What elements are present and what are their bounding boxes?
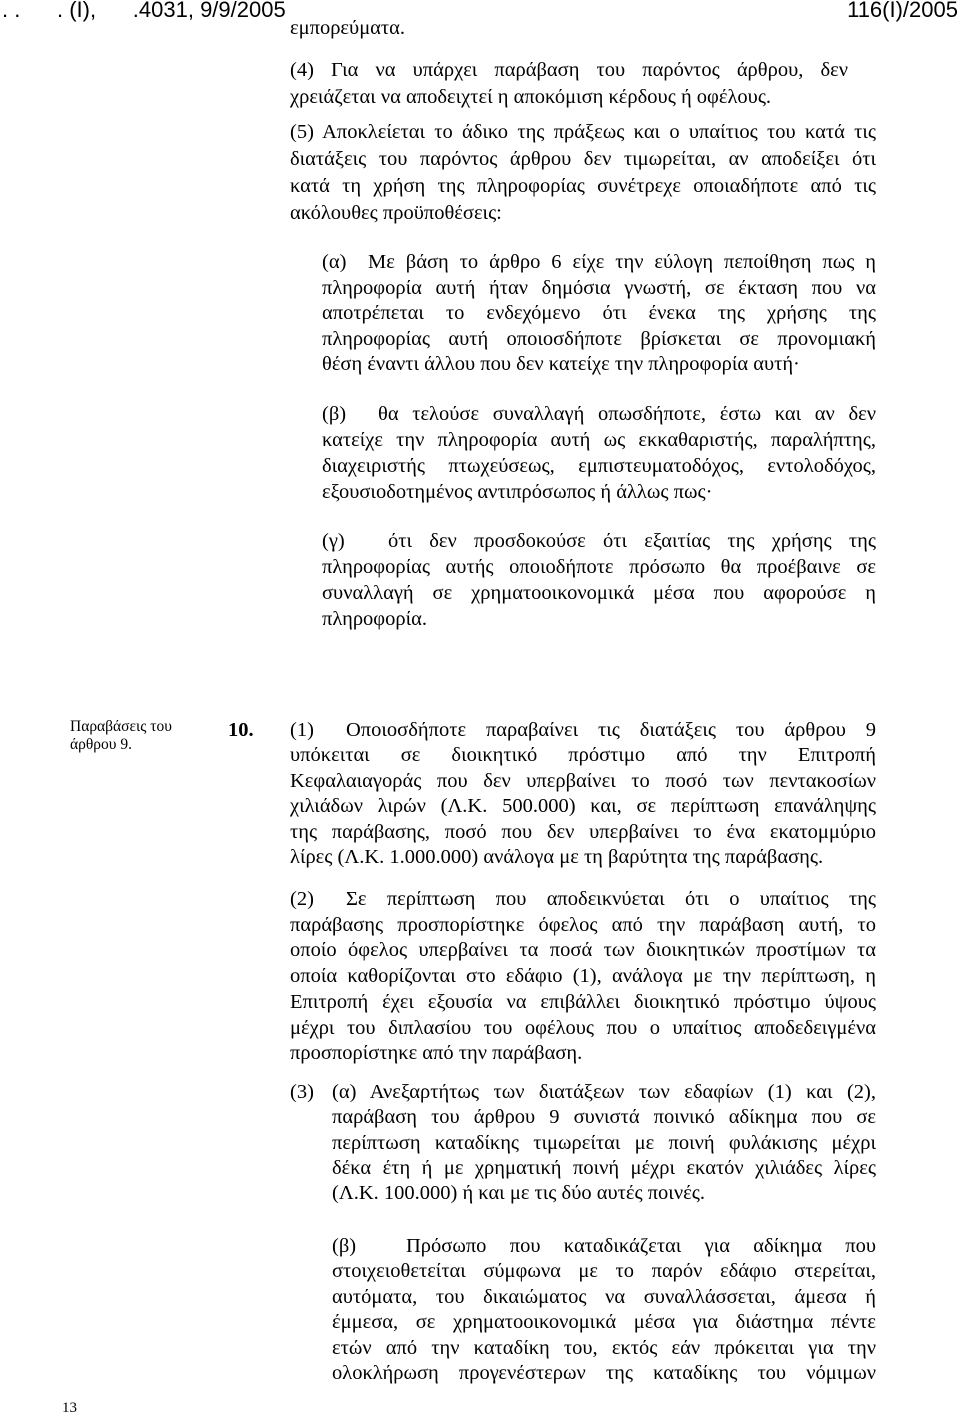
article-10-paragraph-3-b	[332, 1234, 876, 1386]
paragraph-label: (4)	[290, 59, 314, 81]
carryover-fragment	[290, 15, 876, 41]
text-segment: Οποιοσδήποτε παραβαίνει τις διατάξεις του άρθρου 9	[346, 719, 876, 741]
paragraph-label: (1)	[290, 719, 314, 741]
text-line: χιλιάδων λιρών (Λ.Κ. 500.000) και, σε περίπτωση επανάληψης	[290, 795, 876, 818]
text-line	[322, 250, 876, 276]
condition-c	[322, 528, 876, 632]
text-segment: Πρόσωπο που καταδικάζεται για αδίκημα που	[406, 1235, 876, 1257]
margin-note-line: Παραβάσεις του	[70, 718, 172, 735]
condition-label: (β)	[322, 403, 347, 425]
condition-b	[322, 401, 876, 505]
text-segment: Σε περίπτωση που αποδεικνύεται ότι ο υπαίτιος της	[346, 888, 876, 910]
subparagraph-label: (β)	[332, 1235, 357, 1257]
text-segment: Αποκλείεται το άδικο της πράξεως και ο υπαίτιος του κατά τις	[322, 121, 876, 143]
text-line: εξουσιοδοτημένος αντιπρόσωπος ή άλλως πως·	[322, 481, 713, 503]
text-line: πληροφορία αυτή ήταν δημόσια γνωστή, σε έκταση που να	[322, 276, 876, 299]
text-line: δέκα έτη ή με χρηματική ποινή μέχρι εκατόν χιλιάδες λίρες	[332, 1156, 876, 1179]
page-number: 13	[62, 1400, 77, 1416]
text-line: λίρες (Λ.Κ. 1.000.000) ανάλογα με τη βαρύτητα της παράβασης.	[290, 846, 824, 869]
text-line: αυτόματα, του δικαιώματος να συναλλάσσεται, άμεσα ή	[332, 1285, 876, 1308]
paragraph-label: (3)	[290, 1081, 314, 1103]
text-line: παράβαση του άρθρου 9 συνιστά ποινικό αδίκημα που σε	[332, 1106, 876, 1129]
text-line	[290, 1080, 876, 1105]
text-line	[322, 401, 876, 427]
text-line: πληροφορίας αυτή οποιοσδήποτε βρίσκεται σε προνομιακή	[322, 327, 876, 350]
subparagraph-label: (α)	[332, 1081, 357, 1103]
text-line	[332, 1234, 876, 1259]
text-line: πληροφορίας αυτής οποιοδήποτε πρόσωπο θα προέβαινε σε	[322, 556, 876, 578]
condition-label: (γ)	[322, 530, 345, 552]
text-line: οποίο όφελος υπερβαίνει τα ποσά των διοικητικών προστίμων τα	[290, 939, 876, 962]
text-line	[290, 57, 848, 84]
text-line: εμπορεύματα.	[290, 17, 406, 39]
paragraph-4	[290, 57, 848, 111]
text-segment: ότι δεν προσδοκούσε ότι εξαιτίας της χρήσης της	[388, 530, 876, 552]
text-line: συναλλαγή σε χρηματοοικονομικά μέσα που αφορούσε η	[322, 582, 876, 604]
condition-label: (α)	[322, 251, 347, 273]
paragraph-5	[290, 119, 876, 227]
margin-note	[70, 718, 220, 754]
text-line: ολοκλήρωση προγενέστερων της καταδίκης του νόμιμων	[332, 1362, 876, 1385]
margin-note-line: άρθρου 9.	[70, 736, 132, 753]
text-line: Επιτροπή έχει εξουσία να επιβάλλει διοικητικό πρόστιμο ύψους	[290, 990, 876, 1013]
text-line: έμμεσα, σε χρηματοοικονομικά μέσα για διάστημα πέντε	[332, 1311, 876, 1334]
text-line: (Λ.Κ. 100.000) ή και με τις δύο αυτές ποινές.	[332, 1182, 705, 1205]
paragraph-label: (2)	[290, 888, 314, 910]
text-line: υπόκειται σε διοικητικό πρόστιμο από την Επιτροπή	[290, 744, 876, 767]
text-line: πληροφορία.	[322, 608, 428, 630]
text-line: κατά τη χρήση της πληροφορίας συνέτρεχε οποιαδήποτε από τις	[290, 175, 876, 197]
text-line: διαχειριστής πτωχεύσεως, εμπιστευματοδόχος, εντολοδόχος,	[322, 455, 876, 477]
text-line: χρειάζεται να αποδειχτεί η αποκόμιση κέρδους ή οφέλους.	[290, 86, 772, 108]
header-law-number: 116(Ι)/2005	[847, 0, 958, 22]
text-line: Κεφαλαιαγοράς που δεν υπερβαίνει το ποσό των πεντακοσίων	[290, 769, 876, 792]
text-line	[322, 528, 876, 554]
text-line: διατάξεις του παρόντος άρθρου δεν τιμωρείται, αν αποδείξει ότι	[290, 148, 876, 170]
text-line: της παράβασης, ποσό που δεν υπερβαίνει το ένα εκατομμύριο	[290, 820, 876, 843]
text-segment: θα τελούσε συναλλαγή οπωσδήποτε, έστω και αν δεν	[378, 403, 876, 425]
text-line: μέχρι του διπλασίου του οφέλους που ο υπαίτιος αποδεδειγμένα	[290, 1016, 876, 1039]
article-10-paragraph-1	[290, 718, 876, 870]
text-segment: Για να υπάρχει παράβαση του παρόντος άρθρου, δεν	[331, 59, 848, 81]
text-line: προσπορίστηκε από την παράβαση.	[290, 1042, 583, 1065]
text-line: αποτρέπεται το ενδεχόμενο ότι ένεκα της χρήσης της	[322, 302, 876, 324]
text-line: θέση έναντι άλλου που δεν κατείχε την πληροφορία αυτή·	[322, 353, 800, 375]
article-number: 10.	[228, 719, 254, 741]
text-line	[290, 887, 876, 913]
text-line	[290, 119, 876, 146]
header-law-reference: . . . (Ι), .4031, 9/9/2005	[2, 0, 286, 22]
paragraph-label: (5)	[290, 121, 314, 143]
text-line: ακόλουθες προϋποθέσεις:	[290, 202, 502, 224]
text-line: παράβασης προσπορίστηκε όφελος από την παράβαση αυτή, το	[290, 913, 876, 936]
article-10-paragraph-2	[290, 887, 876, 1067]
text-segment: Ανεξαρτήτως των διατάξεων των εδαφίων (1) και (2),	[369, 1081, 876, 1103]
text-line	[290, 718, 876, 743]
condition-a	[322, 250, 876, 378]
text-line: οποία καθορίζονται στο εδάφιο (1), ανάλογα με την περίπτωση, η	[290, 965, 876, 988]
text-segment: Με βάση το άρθρο 6 είχε την εύλογη πεποίθηση πως η	[368, 251, 876, 273]
text-line: στοιχειοθετείται σύμφωνα με το παρόν εδάφιο στερείται,	[332, 1260, 876, 1283]
article-10-paragraph-3-a	[290, 1080, 876, 1206]
text-line: κατείχε την πληροφορία αυτή ως εκκαθαριστής, παραλήπτης,	[322, 429, 876, 451]
text-line: περίπτωση καταδίκης τιμωρείται με ποινή φυλάκισης μέχρι	[332, 1131, 876, 1154]
text-line: ετών από την καταδίκη του, εκτός εάν πρόκειται για την	[332, 1336, 876, 1359]
